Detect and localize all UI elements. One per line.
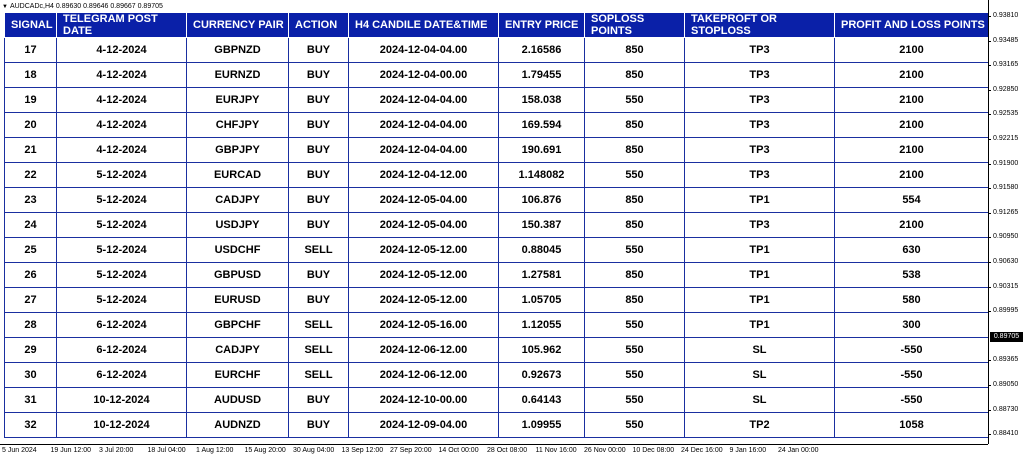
signal-cell: 25 — [5, 238, 57, 263]
symbol-info-text: AUDCADc,H4 0.89630 0.89646 0.89667 0.89705 — [9, 3, 163, 10]
time-label: 15 Aug 20:00 — [244, 447, 286, 454]
signal-cell: 23 — [5, 188, 57, 213]
time-label: 28 Oct 08:00 — [487, 447, 528, 454]
result-cell: TP1 — [685, 188, 835, 213]
pnl-cell: 2100 — [835, 163, 989, 188]
result-cell: TP3 — [685, 163, 835, 188]
price-axis[interactable] — [988, 0, 1024, 444]
signal-cell: 20 — [5, 113, 57, 138]
post-date-cell: 4-12-2024 — [57, 113, 187, 138]
stoploss-points-cell: 550 — [585, 413, 685, 438]
post-date-cell: 5-12-2024 — [57, 213, 187, 238]
pnl-cell: -550 — [835, 388, 989, 413]
header-takeprofit-or-stoploss: TAKEPROFT OR STOPLOSS — [685, 13, 835, 38]
candle-datetime-cell: 2024-12-06-12.00 — [349, 338, 499, 363]
time-label: 1 Aug 12:00 — [196, 447, 234, 454]
table-row — [5, 163, 989, 188]
entry-price-cell: 1.79455 — [499, 63, 585, 88]
table-row — [5, 38, 989, 63]
time-label: 18 Jul 04:00 — [147, 447, 186, 454]
signal-cell: 24 — [5, 213, 57, 238]
time-label: 14 Oct 00:00 — [438, 447, 479, 454]
result-cell: TP1 — [685, 238, 835, 263]
action-cell: BUY — [289, 413, 349, 438]
signal-cell: 26 — [5, 263, 57, 288]
signal-cell: 19 — [5, 88, 57, 113]
result-cell: SL — [685, 338, 835, 363]
entry-price-cell: 1.27581 — [499, 263, 585, 288]
stoploss-points-cell: 550 — [585, 363, 685, 388]
pnl-cell: -550 — [835, 363, 989, 388]
action-cell: BUY — [289, 288, 349, 313]
result-cell: TP3 — [685, 88, 835, 113]
signal-cell: 32 — [5, 413, 57, 438]
action-cell: SELL — [289, 338, 349, 363]
post-date-cell: 6-12-2024 — [57, 313, 187, 338]
currency-pair-cell: EURNZD — [187, 63, 289, 88]
table-row — [5, 138, 989, 163]
post-date-cell: 4-12-2024 — [57, 38, 187, 63]
candle-datetime-cell: 2024-12-10-00.00 — [349, 388, 499, 413]
candle-datetime-cell: 2024-12-05-12.00 — [349, 263, 499, 288]
signal-cell: 18 — [5, 63, 57, 88]
post-date-cell: 4-12-2024 — [57, 63, 187, 88]
stoploss-points-cell: 550 — [585, 313, 685, 338]
currency-pair-cell: EURCAD — [187, 163, 289, 188]
currency-pair-cell: GBPJPY — [187, 138, 289, 163]
header-signal: SIGNAL — [5, 13, 57, 38]
entry-price-cell: 105.962 — [499, 338, 585, 363]
entry-price-cell: 1.09955 — [499, 413, 585, 438]
price-label: 0.91580 — [993, 184, 1019, 192]
time-label: 19 Jun 12:00 — [50, 447, 91, 454]
currency-pair-cell: EURJPY — [187, 88, 289, 113]
currency-pair-cell: USDCHF — [187, 238, 289, 263]
result-cell: TP2 — [685, 413, 835, 438]
signal-cell: 28 — [5, 313, 57, 338]
entry-price-cell: 0.92673 — [499, 363, 585, 388]
time-label: 27 Sep 20:00 — [390, 447, 432, 454]
signal-cell: 31 — [5, 388, 57, 413]
time-label: 3 Jul 20:00 — [99, 447, 134, 454]
table-header-row — [5, 13, 989, 38]
time-label: 9 Jan 16:00 — [729, 447, 767, 454]
time-label: 5 Jun 2024 — [2, 447, 37, 454]
result-cell: TP1 — [685, 313, 835, 338]
time-label: 26 Nov 00:00 — [584, 447, 626, 454]
candle-datetime-cell: 2024-12-04-04.00 — [349, 113, 499, 138]
price-label: 0.92850 — [993, 85, 1019, 93]
entry-price-cell: 1.148082 — [499, 163, 585, 188]
candle-datetime-cell: 2024-12-06-12.00 — [349, 363, 499, 388]
post-date-cell: 6-12-2024 — [57, 338, 187, 363]
post-date-cell: 10-12-2024 — [57, 413, 187, 438]
symbol-info-bar — [2, 1, 163, 12]
currency-pair-cell: CADJPY — [187, 188, 289, 213]
time-axis[interactable] — [0, 444, 988, 460]
action-cell: SELL — [289, 238, 349, 263]
entry-price-cell: 169.594 — [499, 113, 585, 138]
price-label: 0.91265 — [993, 208, 1019, 216]
time-label: 11 Nov 16:00 — [535, 447, 577, 454]
candle-datetime-cell: 2024-12-04-12.00 — [349, 163, 499, 188]
header-entry-price: ENTRY PRICE — [499, 13, 585, 38]
result-cell: TP3 — [685, 138, 835, 163]
post-date-cell: 6-12-2024 — [57, 363, 187, 388]
currency-pair-cell: EURUSD — [187, 288, 289, 313]
post-date-cell: 4-12-2024 — [57, 138, 187, 163]
header-stoploss-points: SOPLOSS POINTS — [585, 13, 685, 38]
currency-pair-cell: AUDUSD — [187, 388, 289, 413]
action-cell: SELL — [289, 363, 349, 388]
post-date-cell: 10-12-2024 — [57, 388, 187, 413]
pnl-cell: 2100 — [835, 213, 989, 238]
table-row — [5, 113, 989, 138]
current-price-label: 0.89705 — [990, 332, 1023, 342]
action-cell: SELL — [289, 313, 349, 338]
entry-price-cell: 1.12055 — [499, 313, 585, 338]
result-cell: TP3 — [685, 213, 835, 238]
table-row — [5, 388, 989, 413]
post-date-cell: 5-12-2024 — [57, 163, 187, 188]
price-label: 0.90630 — [993, 258, 1019, 265]
pnl-cell: 580 — [835, 288, 989, 313]
entry-price-cell: 150.387 — [499, 213, 585, 238]
pnl-cell: 300 — [835, 313, 989, 338]
post-date-cell: 4-12-2024 — [57, 88, 187, 113]
pnl-cell: 2100 — [835, 113, 989, 138]
stoploss-points-cell: 850 — [585, 213, 685, 238]
action-cell: BUY — [289, 263, 349, 288]
stoploss-points-cell: 850 — [585, 63, 685, 88]
stoploss-points-cell: 850 — [585, 38, 685, 63]
signal-cell: 22 — [5, 163, 57, 188]
time-label: 13 Sep 12:00 — [341, 447, 384, 454]
price-label: 0.93165 — [993, 61, 1019, 69]
candle-datetime-cell: 2024-12-05-04.00 — [349, 188, 499, 213]
action-cell: BUY — [289, 163, 349, 188]
header-currency-pair: CURRENCY PAIR — [187, 13, 289, 38]
time-label: 10 Dec 08:00 — [632, 447, 675, 454]
header-profit-and-loss-points: PROFIT AND LOSS POINTS — [835, 13, 989, 38]
price-label: 0.93810 — [993, 12, 1019, 19]
action-cell: BUY — [289, 63, 349, 88]
time-label: 24 Jan 00:00 — [778, 447, 819, 454]
signal-cell: 27 — [5, 288, 57, 313]
stoploss-points-cell: 550 — [585, 388, 685, 413]
table-row — [5, 313, 989, 338]
signals-table — [4, 12, 989, 438]
stoploss-points-cell: 550 — [585, 238, 685, 263]
result-cell: SL — [685, 388, 835, 413]
candle-datetime-cell: 2024-12-05-16.00 — [349, 313, 499, 338]
pnl-cell: 2100 — [835, 138, 989, 163]
stoploss-points-cell: 550 — [585, 163, 685, 188]
pnl-cell: 630 — [835, 238, 989, 263]
candle-datetime-cell: 2024-12-04-04.00 — [349, 38, 499, 63]
price-label: 0.92535 — [993, 110, 1019, 118]
currency-pair-cell: AUDNZD — [187, 413, 289, 438]
stoploss-points-cell: 850 — [585, 288, 685, 313]
stoploss-points-cell: 850 — [585, 113, 685, 138]
stoploss-points-cell: 850 — [585, 138, 685, 163]
price-label: 0.90950 — [993, 233, 1019, 241]
price-label: 0.89050 — [993, 381, 1019, 388]
action-cell: BUY — [289, 38, 349, 63]
time-label: 24 Dec 16:00 — [681, 447, 723, 454]
candle-datetime-cell: 2024-12-04-04.00 — [349, 88, 499, 113]
signal-cell: 21 — [5, 138, 57, 163]
post-date-cell: 5-12-2024 — [57, 188, 187, 213]
signal-cell: 17 — [5, 38, 57, 63]
candle-datetime-cell: 2024-12-05-12.00 — [349, 288, 499, 313]
result-cell: TP1 — [685, 288, 835, 313]
candle-datetime-cell: 2024-12-05-12.00 — [349, 238, 499, 263]
price-label: 0.88410 — [993, 430, 1019, 438]
pnl-cell: 2100 — [835, 88, 989, 113]
signal-cell: 29 — [5, 338, 57, 363]
action-cell: BUY — [289, 188, 349, 213]
price-label: 0.89365 — [993, 356, 1019, 364]
action-cell: BUY — [289, 113, 349, 138]
entry-price-cell: 190.691 — [499, 138, 585, 163]
price-label: 0.93485 — [993, 36, 1019, 44]
candle-datetime-cell: 2024-12-04-00.00 — [349, 63, 499, 88]
table-row — [5, 263, 989, 288]
table-row — [5, 413, 989, 438]
pnl-cell: 554 — [835, 188, 989, 213]
result-cell: TP3 — [685, 63, 835, 88]
post-date-cell: 5-12-2024 — [57, 263, 187, 288]
header-telegram-post-date: TELEGRAM POST DATE — [57, 13, 187, 38]
post-date-cell: 5-12-2024 — [57, 288, 187, 313]
action-cell: BUY — [289, 213, 349, 238]
table-row — [5, 213, 989, 238]
result-cell: TP1 — [685, 263, 835, 288]
price-label: 0.88730 — [993, 405, 1019, 413]
result-cell: TP3 — [685, 113, 835, 138]
action-cell: BUY — [289, 388, 349, 413]
currency-pair-cell: GBPNZD — [187, 38, 289, 63]
action-cell: BUY — [289, 138, 349, 163]
stoploss-points-cell: 550 — [585, 338, 685, 363]
table-row — [5, 188, 989, 213]
price-label: 0.92215 — [993, 135, 1019, 142]
pnl-cell: 1058 — [835, 413, 989, 438]
pnl-cell: 2100 — [835, 63, 989, 88]
dropdown-triangle-icon[interactable]: ▼ — [2, 3, 8, 10]
pnl-cell: 2100 — [835, 38, 989, 63]
candle-datetime-cell: 2024-12-09-04.00 — [349, 413, 499, 438]
signal-cell: 30 — [5, 363, 57, 388]
candle-datetime-cell: 2024-12-04-04.00 — [349, 138, 499, 163]
entry-price-cell: 1.05705 — [499, 288, 585, 313]
post-date-cell: 5-12-2024 — [57, 238, 187, 263]
header-h4-candle-datetime: H4 CANDILE DATE&TIME — [349, 13, 499, 38]
price-label: 0.91900 — [993, 159, 1019, 167]
table-row — [5, 338, 989, 363]
signals-table-body — [5, 38, 989, 438]
pnl-cell: 538 — [835, 263, 989, 288]
table-row — [5, 88, 989, 113]
currency-pair-cell: CHFJPY — [187, 113, 289, 138]
entry-price-cell: 2.16586 — [499, 38, 585, 63]
table-row — [5, 63, 989, 88]
pnl-cell: -550 — [835, 338, 989, 363]
currency-pair-cell: GBPUSD — [187, 263, 289, 288]
currency-pair-cell: CADJPY — [187, 338, 289, 363]
result-cell: SL — [685, 363, 835, 388]
header-action: ACTION — [289, 13, 349, 38]
price-label: 0.90315 — [993, 282, 1019, 290]
action-cell: BUY — [289, 88, 349, 113]
time-label: 30 Aug 04:00 — [293, 447, 335, 454]
entry-price-cell: 0.64143 — [499, 388, 585, 413]
candle-datetime-cell: 2024-12-05-04.00 — [349, 213, 499, 238]
result-cell: TP3 — [685, 38, 835, 63]
entry-price-cell: 0.88045 — [499, 238, 585, 263]
table-row — [5, 288, 989, 313]
price-label: 0.89995 — [993, 307, 1019, 315]
entry-price-cell: 106.876 — [499, 188, 585, 213]
stoploss-points-cell: 850 — [585, 188, 685, 213]
currency-pair-cell: GBPCHF — [187, 313, 289, 338]
currency-pair-cell: EURCHF — [187, 363, 289, 388]
stoploss-points-cell: 850 — [585, 263, 685, 288]
entry-price-cell: 158.038 — [499, 88, 585, 113]
currency-pair-cell: USDJPY — [187, 213, 289, 238]
table-row — [5, 238, 989, 263]
table-row — [5, 363, 989, 388]
stoploss-points-cell: 550 — [585, 88, 685, 113]
